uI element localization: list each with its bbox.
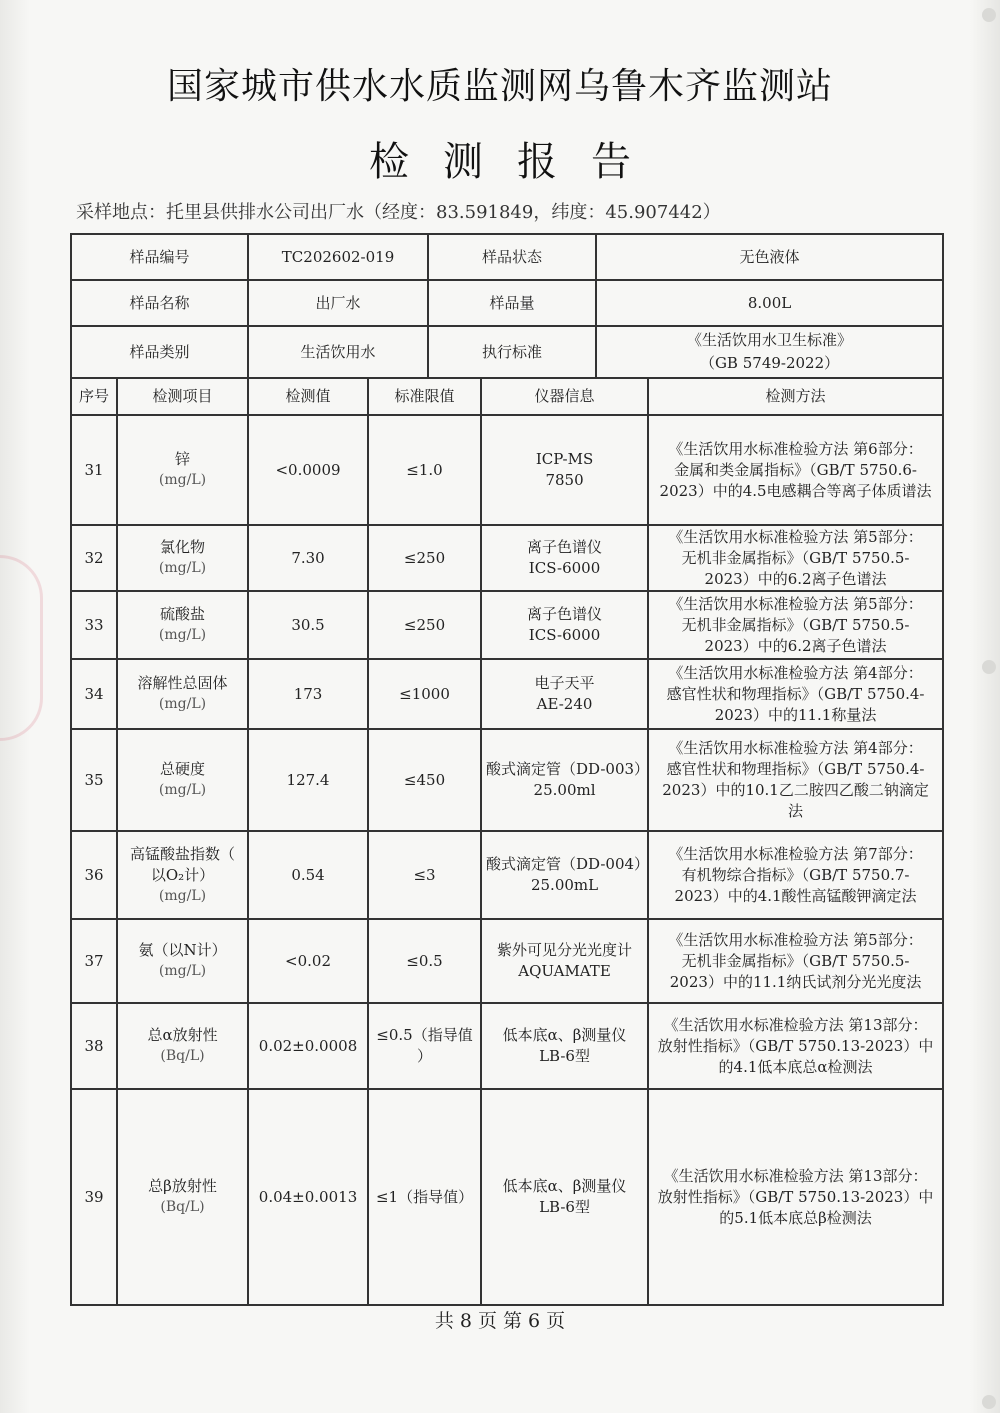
binding-hole xyxy=(982,1395,996,1409)
method-line: 有机物综合指标》（GB/T 5750.7- xyxy=(681,865,910,884)
sample-no-label: 样品编号 xyxy=(71,234,248,280)
row-seq: 36 xyxy=(71,831,117,919)
row-limit: ≤250 xyxy=(368,525,481,591)
sample-type-label: 样品类别 xyxy=(71,326,248,378)
table-row xyxy=(71,415,943,525)
instrument-line: 25.00ml xyxy=(533,781,596,799)
method-line: 《生活饮用水标准检验方法 第5部分： xyxy=(668,527,923,546)
info-row-3 xyxy=(71,326,943,378)
row-item xyxy=(117,659,248,729)
method-line: 《生活饮用水标准检验方法 第6部分： xyxy=(668,439,923,458)
item-name: 总硬度 xyxy=(160,760,206,778)
col-instrument: 仪器信息 xyxy=(481,378,648,415)
col-value: 检测值 xyxy=(248,378,368,415)
row-value: 7.30 xyxy=(248,525,368,591)
row-value: 0.04±0.0013 xyxy=(248,1089,368,1305)
row-item xyxy=(117,1003,248,1089)
instrument-line: AQUAMATE xyxy=(518,962,611,980)
method-line: 《生活饮用水标准检验方法 第13部分： xyxy=(663,1166,928,1185)
table-row xyxy=(71,919,943,1003)
col-limit: 标准限值 xyxy=(368,378,481,415)
row-limit: ≤250 xyxy=(368,591,481,659)
table-row xyxy=(71,659,943,729)
sample-no: TC202602-019 xyxy=(248,234,428,280)
item-name: 溶解性总固体 xyxy=(137,674,228,692)
row-seq: 39 xyxy=(71,1089,117,1305)
item-name: 氯化物 xyxy=(160,538,206,556)
column-header-row xyxy=(71,378,943,415)
org-title: 国家城市供水水质监测网乌鲁木齐监测站 xyxy=(166,66,833,107)
instrument-line: AE-240 xyxy=(536,695,593,713)
method-line: 的5.1低本底总β检测法 xyxy=(719,1208,872,1227)
row-method xyxy=(648,1089,943,1305)
standard-line-2: （GB 5749-2022） xyxy=(699,354,840,372)
item-unit: (mg/L) xyxy=(158,472,207,488)
instrument-line: 7850 xyxy=(545,471,584,489)
info-row-2 xyxy=(71,280,943,326)
row-instrument xyxy=(481,525,648,591)
table-row xyxy=(71,729,943,831)
instrument-line: LB-6型 xyxy=(539,1198,590,1216)
sample-type: 生活饮用水 xyxy=(248,326,428,378)
table-row xyxy=(71,525,943,591)
row-value: <0.0009 xyxy=(248,415,368,525)
item-unit: (mg/L) xyxy=(158,963,207,979)
item-unit: (mg/L) xyxy=(158,560,207,576)
row-instrument xyxy=(481,591,648,659)
row-instrument xyxy=(481,415,648,525)
method-line: 放射性指标》（GB/T 5750.13-2023）中 xyxy=(657,1187,934,1206)
sample-qty-label: 样品量 xyxy=(428,280,596,326)
row-seq: 31 xyxy=(71,415,117,525)
row-instrument xyxy=(481,919,648,1003)
col-method: 检测方法 xyxy=(648,378,943,415)
binding-hole xyxy=(982,8,996,22)
row-method xyxy=(648,525,943,591)
row-instrument xyxy=(481,1003,648,1089)
item-name: 高锰酸盐指数（ xyxy=(130,844,236,863)
table-row xyxy=(71,831,943,919)
item-unit: (Bq/L) xyxy=(160,1199,205,1215)
table-row xyxy=(71,1089,943,1305)
row-value: <0.02 xyxy=(248,919,368,1003)
method-line: 感官性状和物理指标》（GB/T 5750.4- xyxy=(666,684,925,703)
row-limit: ≤450 xyxy=(368,729,481,831)
row-seq: 32 xyxy=(71,525,117,591)
instrument-line: 低本底α、β测量仪 xyxy=(502,1026,627,1044)
item-unit: (mg/L) xyxy=(158,887,207,904)
row-method xyxy=(648,729,943,831)
method-line: 《生活饮用水标准检验方法 第5部分： xyxy=(668,930,923,949)
method-line: 《生活饮用水标准检验方法 第5部分： xyxy=(668,594,923,613)
item-name: 总β放射性 xyxy=(148,1177,217,1195)
method-line: 感官性状和物理指标》（GB/T 5750.4- xyxy=(666,760,925,778)
table-row xyxy=(71,1003,943,1089)
row-value: 173 xyxy=(248,659,368,729)
method-line: 放射性指标》（GB/T 5750.13-2023）中 xyxy=(657,1036,934,1055)
row-limit: ≤1000 xyxy=(368,659,481,729)
table-row xyxy=(71,591,943,659)
method-line: 法 xyxy=(788,802,804,820)
info-row-1 xyxy=(71,234,943,280)
method-line: 《生活饮用水标准检验方法 第4部分： xyxy=(668,739,923,757)
item-name: 氨（以N计） xyxy=(138,941,227,959)
method-line: 2023）中的6.2离子色谱法 xyxy=(704,636,887,655)
row-seq: 33 xyxy=(71,591,117,659)
method-line: 2023）中的11.1称量法 xyxy=(714,705,877,724)
col-seq: 序号 xyxy=(71,378,117,415)
row-seq: 34 xyxy=(71,659,117,729)
limit-line-cont: ） xyxy=(417,1047,433,1065)
row-item xyxy=(117,831,248,919)
method-line: 2023）中的4.5电感耦合等离子体质谱法 xyxy=(659,481,932,500)
method-line: 2023）中的11.1纳氏试剂分光光度法 xyxy=(669,972,922,991)
row-value: 0.02±0.0008 xyxy=(248,1003,368,1089)
method-line: 2023）中的4.1酸性高锰酸钾滴定法 xyxy=(674,886,917,905)
row-item xyxy=(117,919,248,1003)
method-line: 《生活饮用水标准检验方法 第7部分： xyxy=(668,844,923,863)
standard-value xyxy=(596,326,943,378)
instrument-line: 离子色谱仪 xyxy=(527,538,603,556)
row-limit: ≤1.0 xyxy=(368,415,481,525)
row-limit xyxy=(368,1003,481,1089)
instrument-line: LB-6型 xyxy=(539,1047,590,1065)
method-line: 无机非金属指标》（GB/T 5750.5- xyxy=(681,615,910,634)
instrument-line: ICS-6000 xyxy=(528,559,601,577)
row-value: 30.5 xyxy=(248,591,368,659)
row-seq: 37 xyxy=(71,919,117,1003)
standard-line-1: 《生活饮用水卫生标准》 xyxy=(687,331,853,349)
row-method xyxy=(648,1003,943,1089)
row-item xyxy=(117,729,248,831)
instrument-line: 紫外可见分光光度计 xyxy=(497,941,633,959)
method-line: 2023）中的10.1乙二胺四乙酸二钠滴定 xyxy=(662,781,929,799)
row-instrument xyxy=(481,1089,648,1305)
item-unit: (mg/L) xyxy=(158,782,207,798)
row-value: 127.4 xyxy=(248,729,368,831)
limit-line: ≤0.5（指导值 xyxy=(376,1026,473,1044)
method-line: 无机非金属指标》（GB/T 5750.5- xyxy=(681,951,910,970)
row-method xyxy=(648,919,943,1003)
page-footer: 共 8 页 第 6 页 xyxy=(434,1310,566,1332)
method-line: 金属和类金属指标》（GB/T 5750.6- xyxy=(674,460,917,479)
item-unit: (mg/L) xyxy=(158,627,207,643)
instrument-line: ICP-MS xyxy=(535,450,594,468)
row-method xyxy=(648,415,943,525)
method-line: 的4.1低本底总α检测法 xyxy=(718,1057,873,1076)
item-name-cont: 以O₂计） xyxy=(150,865,215,884)
item-name: 总α放射性 xyxy=(147,1026,218,1044)
row-item xyxy=(117,415,248,525)
row-item xyxy=(117,1089,248,1305)
row-instrument xyxy=(481,729,648,831)
report-title: 检测报告 xyxy=(369,139,665,185)
instrument-line: 离子色谱仪 xyxy=(527,605,603,623)
sampling-site: 采样地点：托里县供排水公司出厂水（经度：83.591849，纬度：45.907442） xyxy=(76,202,721,223)
col-item: 检测项目 xyxy=(117,378,248,415)
row-item xyxy=(117,591,248,659)
row-seq: 35 xyxy=(71,729,117,831)
sample-qty: 8.00L xyxy=(596,280,943,326)
row-instrument xyxy=(481,659,648,729)
row-limit: ≤3 xyxy=(368,831,481,919)
instrument-line: 低本底α、β测量仪 xyxy=(502,1177,627,1195)
instrument-line: 酸式滴定管（DD-004） xyxy=(486,855,650,873)
sample-name: 出厂水 xyxy=(248,280,428,326)
instrument-line: 25.00mL xyxy=(530,876,599,894)
row-item xyxy=(117,525,248,591)
item-unit: (mg/L) xyxy=(158,696,207,712)
instrument-line: 酸式滴定管（DD-003） xyxy=(486,760,650,778)
item-unit: (Bq/L) xyxy=(160,1048,205,1064)
row-limit: ≤1（指导值） xyxy=(368,1089,481,1305)
report-table xyxy=(70,233,944,1306)
instrument-line: 电子天平 xyxy=(534,674,595,692)
instrument-line: ICS-6000 xyxy=(528,626,601,644)
method-line: 2023）中的6.2离子色谱法 xyxy=(704,569,887,588)
row-instrument xyxy=(481,831,648,919)
row-limit: ≤0.5 xyxy=(368,919,481,1003)
sample-name-label: 样品名称 xyxy=(71,280,248,326)
row-method xyxy=(648,659,943,729)
method-line: 《生活饮用水标准检验方法 第13部分： xyxy=(663,1015,928,1034)
row-method xyxy=(648,591,943,659)
row-value: 0.54 xyxy=(248,831,368,919)
row-seq: 38 xyxy=(71,1003,117,1089)
stamp-remnant xyxy=(0,555,43,741)
standard-label: 执行标准 xyxy=(428,326,596,378)
method-line: 《生活饮用水标准检验方法 第4部分： xyxy=(668,663,923,682)
sample-state: 无色液体 xyxy=(596,234,943,280)
item-name: 锌 xyxy=(175,450,191,468)
sample-state-label: 样品状态 xyxy=(428,234,596,280)
item-name: 硫酸盐 xyxy=(160,605,206,623)
binding-hole xyxy=(982,660,996,674)
row-method xyxy=(648,831,943,919)
method-line: 无机非金属指标》（GB/T 5750.5- xyxy=(681,548,910,567)
